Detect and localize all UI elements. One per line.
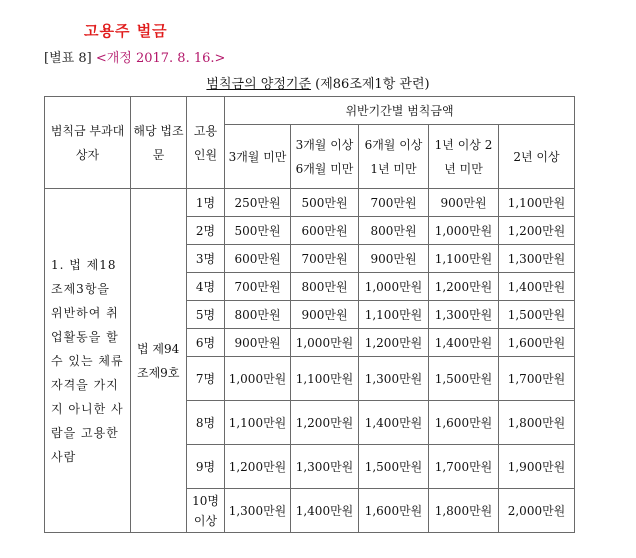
amount-cell: 1,300만원 [359,357,429,401]
amount-cell: 2,000만원 [499,489,575,533]
amount-cell: 1,400만원 [291,489,359,533]
amount-cell: 500만원 [291,189,359,217]
amount-cell: 700만원 [291,245,359,273]
count-cell: 4명 [187,273,225,301]
header-article: 해당 법조문 [131,97,187,189]
amount-cell: 1,200만원 [225,445,291,489]
header-period: 2년 이상 [499,125,575,189]
count-cell: 5명 [187,301,225,329]
count-cell: 3명 [187,245,225,273]
amount-cell: 800만원 [359,217,429,245]
amount-cell: 1,100만원 [291,357,359,401]
table-row [45,189,575,217]
count-cell: 8명 [187,401,225,445]
amount-cell: 250만원 [225,189,291,217]
amount-cell: 1,600만원 [429,401,499,445]
amount-cell: 900만원 [291,301,359,329]
amount-cell: 1,500만원 [429,357,499,401]
amount-cell: 700만원 [359,189,429,217]
amount-cell: 1,300만원 [291,445,359,489]
amount-cell: 1,200만원 [291,401,359,445]
amount-cell: 1,200만원 [499,217,575,245]
table-caption [0,73,636,92]
revision-date: <개정 2017. 8. 16.> [95,51,226,66]
amount-cell: 1,100만원 [429,245,499,273]
amount-cell: 1,400만원 [429,329,499,357]
count-cell: 2명 [187,217,225,245]
amount-cell: 1,200만원 [429,273,499,301]
amount-cell: 900만원 [225,329,291,357]
amount-cell: 800만원 [291,273,359,301]
amount-cell: 1,300만원 [499,245,575,273]
amount-cell: 1,400만원 [499,273,575,301]
header-count: 고용 인원 [187,97,225,189]
header-period-group: 위반기간별 범칙금액 [225,97,575,125]
article-cell: 법 제94조제9호 [131,189,187,533]
amount-cell: 1,800만원 [499,401,575,445]
header-period: 1년 이상 2년 미만 [429,125,499,189]
amount-cell: 1,700만원 [499,357,575,401]
page-heading: 고용주 벌금 [84,22,168,40]
count-cell: 6명 [187,329,225,357]
amount-cell: 1,000만원 [225,357,291,401]
amount-cell: 1,700만원 [429,445,499,489]
amount-cell: 1,600만원 [499,329,575,357]
fine-table [44,96,575,533]
amount-cell: 1,100만원 [359,301,429,329]
header-subject: 범칙금 부과대상자 [45,97,131,189]
count-cell: 1명 [187,189,225,217]
amount-cell: 900만원 [359,245,429,273]
caption-main: 범칙금의 양정기준 [206,77,312,92]
amount-cell: 1,500만원 [359,445,429,489]
amount-cell: 1,000만원 [291,329,359,357]
header-period: 6개월 이상 1년 미만 [359,125,429,189]
subject-cell: 1. 법 제18조제3항을 위반하여 취업활동을 할 수 있는 체류자격을 가지지 아니한 사람을 고용한 사람 [45,189,131,533]
amount-cell: 1,900만원 [499,445,575,489]
amount-cell: 700만원 [225,273,291,301]
annex-label: [별표 8] [44,51,92,66]
amount-cell: 1,000만원 [359,273,429,301]
amount-cell: 900만원 [429,189,499,217]
amount-cell: 1,100만원 [499,189,575,217]
header-period: 3개월 미만 [225,125,291,189]
count-cell: 7명 [187,357,225,401]
count-cell: 9명 [187,445,225,489]
amount-cell: 600만원 [225,245,291,273]
amount-cell: 1,400만원 [359,401,429,445]
caption-sub: (제86조제1항 관련) [311,77,430,92]
amount-cell: 1,300만원 [225,489,291,533]
annex-line [44,47,225,66]
count-cell: 10명 이상 [187,489,225,533]
amount-cell: 800만원 [225,301,291,329]
header-period: 3개월 이상 6개월 미만 [291,125,359,189]
amount-cell: 600만원 [291,217,359,245]
amount-cell: 1,800만원 [429,489,499,533]
amount-cell: 1,500만원 [499,301,575,329]
amount-cell: 1,600만원 [359,489,429,533]
amount-cell: 500만원 [225,217,291,245]
amount-cell: 1,200만원 [359,329,429,357]
amount-cell: 1,100만원 [225,401,291,445]
amount-cell: 1,300만원 [429,301,499,329]
amount-cell: 1,000만원 [429,217,499,245]
